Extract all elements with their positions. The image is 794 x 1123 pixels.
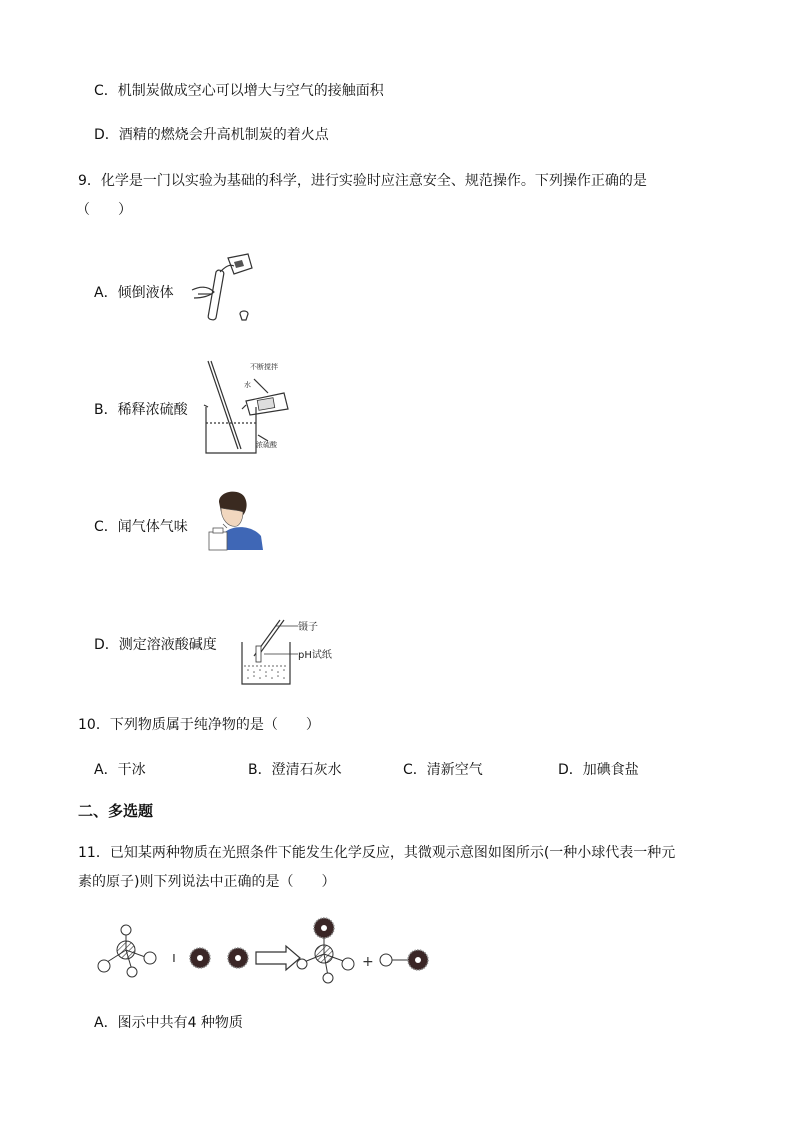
svg-text:+: + (362, 954, 374, 970)
q8-option-c: C．机制炭做成空心可以增大与空气的接触面积 (94, 83, 384, 99)
ph-test-figure (234, 616, 334, 688)
q9-option-b: B．稀释浓硫酸 (94, 402, 188, 418)
label-tweezers: 镊子 (298, 622, 318, 633)
q11-stem-line1: 11．已知某两种物质在光照条件下能发生化学反应，其微观示意图如图所示(一种小球代表一种元 (78, 845, 676, 861)
q9-option-a: A．倾倒液体 (94, 285, 174, 301)
q11-option-a: A．图示中共有4 种物质 (94, 1015, 243, 1031)
q9-option-d: D．测定溶液酸碱度 (94, 637, 217, 653)
label-ph-paper: pH试纸 (298, 650, 332, 661)
label-water: 水 (244, 381, 251, 389)
q9-paren: （ ） (76, 202, 132, 218)
molecule-reaction-diagram (90, 910, 440, 992)
q9-stem: 9．化学是一门以实验为基础的科学，进行实验时应注意安全、规范操作。下列操作正确的是 (78, 173, 647, 189)
q10-stem: 10．下列物质属于纯净物的是（ ） (78, 717, 320, 733)
q8-option-d: D．酒精的燃烧会升高机制炭的着火点 (94, 127, 329, 143)
q9-option-c: C．闻气体气味 (94, 519, 188, 535)
label-stir: 不断搅拌 (250, 363, 278, 371)
smell-gas-figure (205, 488, 265, 552)
q11-stem-line2: 素的原子)则下列说法中正确的是（ ） (78, 874, 336, 890)
pour-liquid-figure (190, 250, 260, 330)
q10-option-a: A．干冰 (94, 762, 146, 778)
q10-option-c: C．清新空气 (403, 762, 483, 778)
q10-option-b: B．澄清石灰水 (248, 762, 342, 778)
section-title: 二、多选题 (78, 802, 154, 820)
dilute-acid-figure (198, 357, 293, 457)
label-acid: 浓硫酸 (256, 441, 277, 449)
q10-option-d: D．加碘食盐 (558, 762, 639, 778)
svg-text:ı: ı (172, 950, 176, 966)
